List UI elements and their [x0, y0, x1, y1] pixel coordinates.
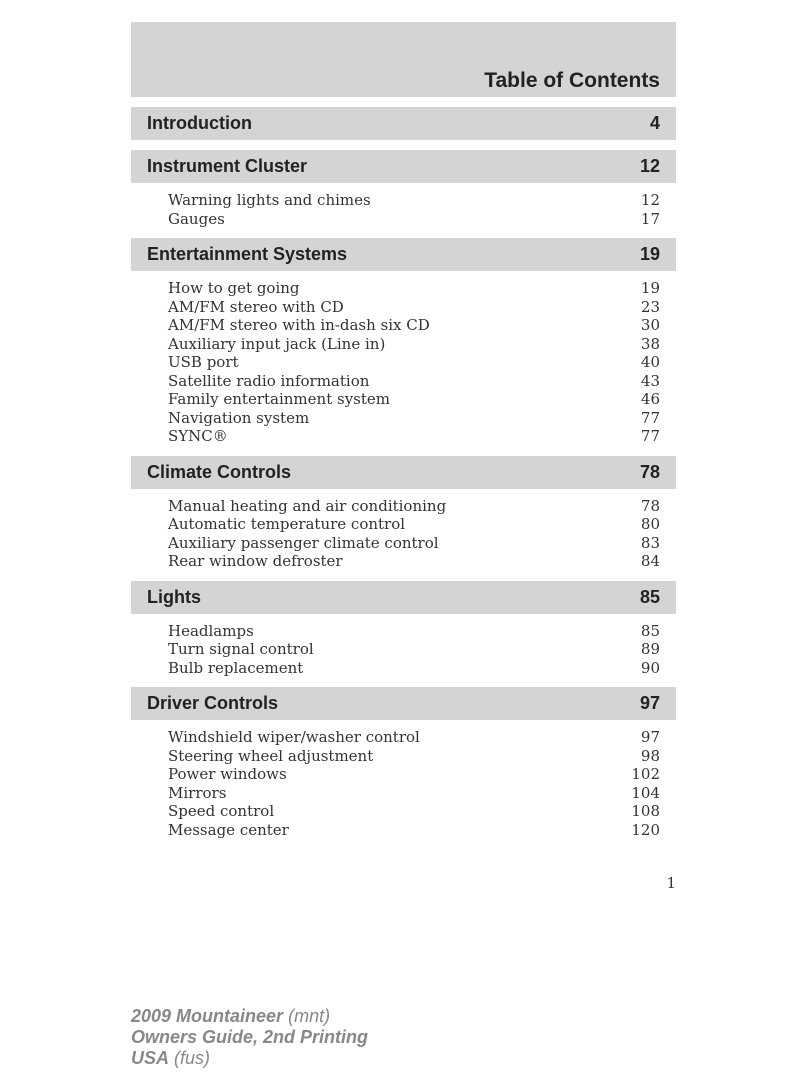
entry-page: 84 — [640, 552, 660, 570]
entry-page: 85 — [640, 621, 660, 640]
entry-page: 120 — [631, 820, 660, 839]
entry-page: 38 — [640, 334, 660, 353]
entry-label: Rear window defroster — [168, 552, 343, 570]
entry-label: Headlamps — [168, 621, 254, 640]
section-title: Entertainment Systems — [147, 244, 348, 264]
section-page: 12 — [639, 156, 660, 176]
toc-entry[interactable] — [168, 821, 660, 840]
entry-page: 80 — [640, 515, 660, 533]
footer-line-3 — [131, 1048, 368, 1069]
entry-page: 30 — [640, 316, 660, 334]
toc-list — [131, 107, 676, 839]
section-entries — [131, 183, 676, 228]
entry-page: 77 — [640, 408, 660, 427]
section-entries — [131, 720, 676, 839]
toc-section — [131, 238, 676, 446]
section-heading[interactable] — [131, 107, 676, 140]
toc-entry[interactable] — [168, 298, 660, 317]
toc-section — [131, 107, 676, 140]
toc-entry[interactable] — [168, 552, 660, 571]
entry-page: 97 — [640, 728, 660, 746]
toc-entry[interactable] — [168, 747, 660, 766]
section-heading[interactable] — [131, 456, 676, 489]
toc-entry[interactable] — [168, 390, 660, 409]
entry-page: 43 — [640, 371, 660, 390]
toc-entry[interactable] — [168, 515, 660, 534]
footer-model-code: (mnt) — [288, 1006, 331, 1026]
entry-label: Turn signal control — [168, 640, 314, 658]
toc-section — [131, 150, 676, 228]
entry-label: Bulb replacement — [168, 658, 304, 677]
section-title: Lights — [147, 586, 201, 607]
entry-page: 90 — [640, 658, 660, 677]
section-page: 19 — [639, 244, 660, 264]
section-title: Introduction — [147, 113, 252, 133]
entry-page: 77 — [640, 427, 660, 445]
entry-page: 108 — [631, 802, 660, 820]
toc-entry[interactable] — [168, 316, 660, 335]
entry-label: USB port — [168, 353, 239, 371]
entry-label: AM/FM stereo with CD — [168, 297, 344, 316]
section-entries — [131, 271, 676, 446]
footer-model: 2009 Mountaineer — [131, 1006, 284, 1026]
entry-page: 89 — [640, 640, 660, 658]
toc-entry[interactable] — [168, 765, 660, 784]
entry-label: SYNC® — [168, 427, 228, 445]
section-heading[interactable] — [131, 150, 676, 183]
toc-entry[interactable] — [168, 802, 660, 821]
entry-label: Satellite radio information — [168, 371, 370, 390]
entry-page: 12 — [640, 191, 660, 209]
section-page: 78 — [639, 461, 660, 482]
toc-entry[interactable] — [168, 427, 660, 446]
header-band — [131, 22, 676, 97]
page-number: 1 — [666, 874, 676, 892]
toc-entry[interactable] — [168, 728, 660, 747]
entry-label: Message center — [168, 820, 289, 839]
toc-entry[interactable] — [168, 497, 660, 516]
toc-entry[interactable] — [168, 279, 660, 298]
section-heading[interactable] — [131, 581, 676, 614]
entry-label: Steering wheel adjustment — [168, 746, 374, 765]
toc-entry[interactable] — [168, 640, 660, 659]
toc-entry[interactable] — [168, 335, 660, 354]
entry-label: Auxiliary input jack (Line in) — [168, 334, 386, 353]
entry-label: Mirrors — [168, 783, 227, 802]
entry-label: Auxiliary passenger climate control — [168, 533, 439, 552]
section-page: 4 — [649, 113, 660, 133]
entry-label: Automatic temperature control — [168, 515, 406, 533]
entry-page: 23 — [640, 297, 660, 316]
section-heading[interactable] — [131, 687, 676, 720]
entry-label: Speed control — [168, 802, 275, 820]
section-entries — [131, 614, 676, 678]
entry-label: Manual heating and air conditioning — [168, 496, 447, 515]
footer-market: USA — [131, 1048, 170, 1068]
entry-label: AM/FM stereo with in-dash six CD — [168, 316, 430, 334]
page-title: Table of Contents — [484, 69, 660, 92]
toc-section — [131, 456, 676, 571]
entry-page: 104 — [631, 783, 660, 802]
entry-label: Family entertainment system — [168, 390, 390, 408]
section-title: Climate Controls — [147, 461, 292, 482]
entry-page: 83 — [640, 533, 660, 552]
toc-entry[interactable] — [168, 622, 660, 641]
entry-label: Navigation system — [168, 408, 310, 427]
toc-entry[interactable] — [168, 659, 660, 678]
entry-label: Power windows — [168, 765, 287, 783]
footer-line-1 — [131, 1006, 368, 1027]
toc-entry[interactable] — [168, 210, 660, 229]
toc-entry[interactable] — [168, 191, 660, 210]
section-title: Instrument Cluster — [147, 156, 308, 176]
toc-entry[interactable] — [168, 372, 660, 391]
entry-page: 17 — [640, 209, 660, 228]
entry-page: 46 — [640, 390, 660, 408]
entry-label: Windshield wiper/washer control — [168, 728, 420, 746]
entry-label: Warning lights and chimes — [168, 191, 371, 209]
entry-page: 98 — [640, 746, 660, 765]
entry-page: 78 — [640, 496, 660, 515]
toc-entry[interactable] — [168, 409, 660, 428]
footer-market-code: (fus) — [174, 1048, 211, 1068]
entry-page: 102 — [631, 765, 660, 783]
section-page: 97 — [639, 693, 660, 713]
entry-label: How to get going — [168, 279, 300, 297]
toc-entry[interactable] — [168, 534, 660, 553]
toc-entry[interactable] — [168, 353, 660, 372]
footer-line-2 — [131, 1027, 368, 1048]
section-entries — [131, 489, 676, 571]
toc-entry[interactable] — [168, 784, 660, 803]
toc-section — [131, 581, 676, 678]
footer — [131, 1006, 368, 1069]
section-title: Driver Controls — [147, 693, 279, 713]
toc-section — [131, 687, 676, 839]
toc-page — [131, 22, 676, 839]
footer-guide: Owners Guide, 2nd Printing — [131, 1027, 369, 1047]
entry-label: Gauges — [168, 209, 225, 228]
entry-page: 19 — [640, 279, 660, 297]
section-heading[interactable] — [131, 238, 676, 271]
section-page: 85 — [639, 586, 660, 607]
entry-page: 40 — [640, 353, 660, 371]
